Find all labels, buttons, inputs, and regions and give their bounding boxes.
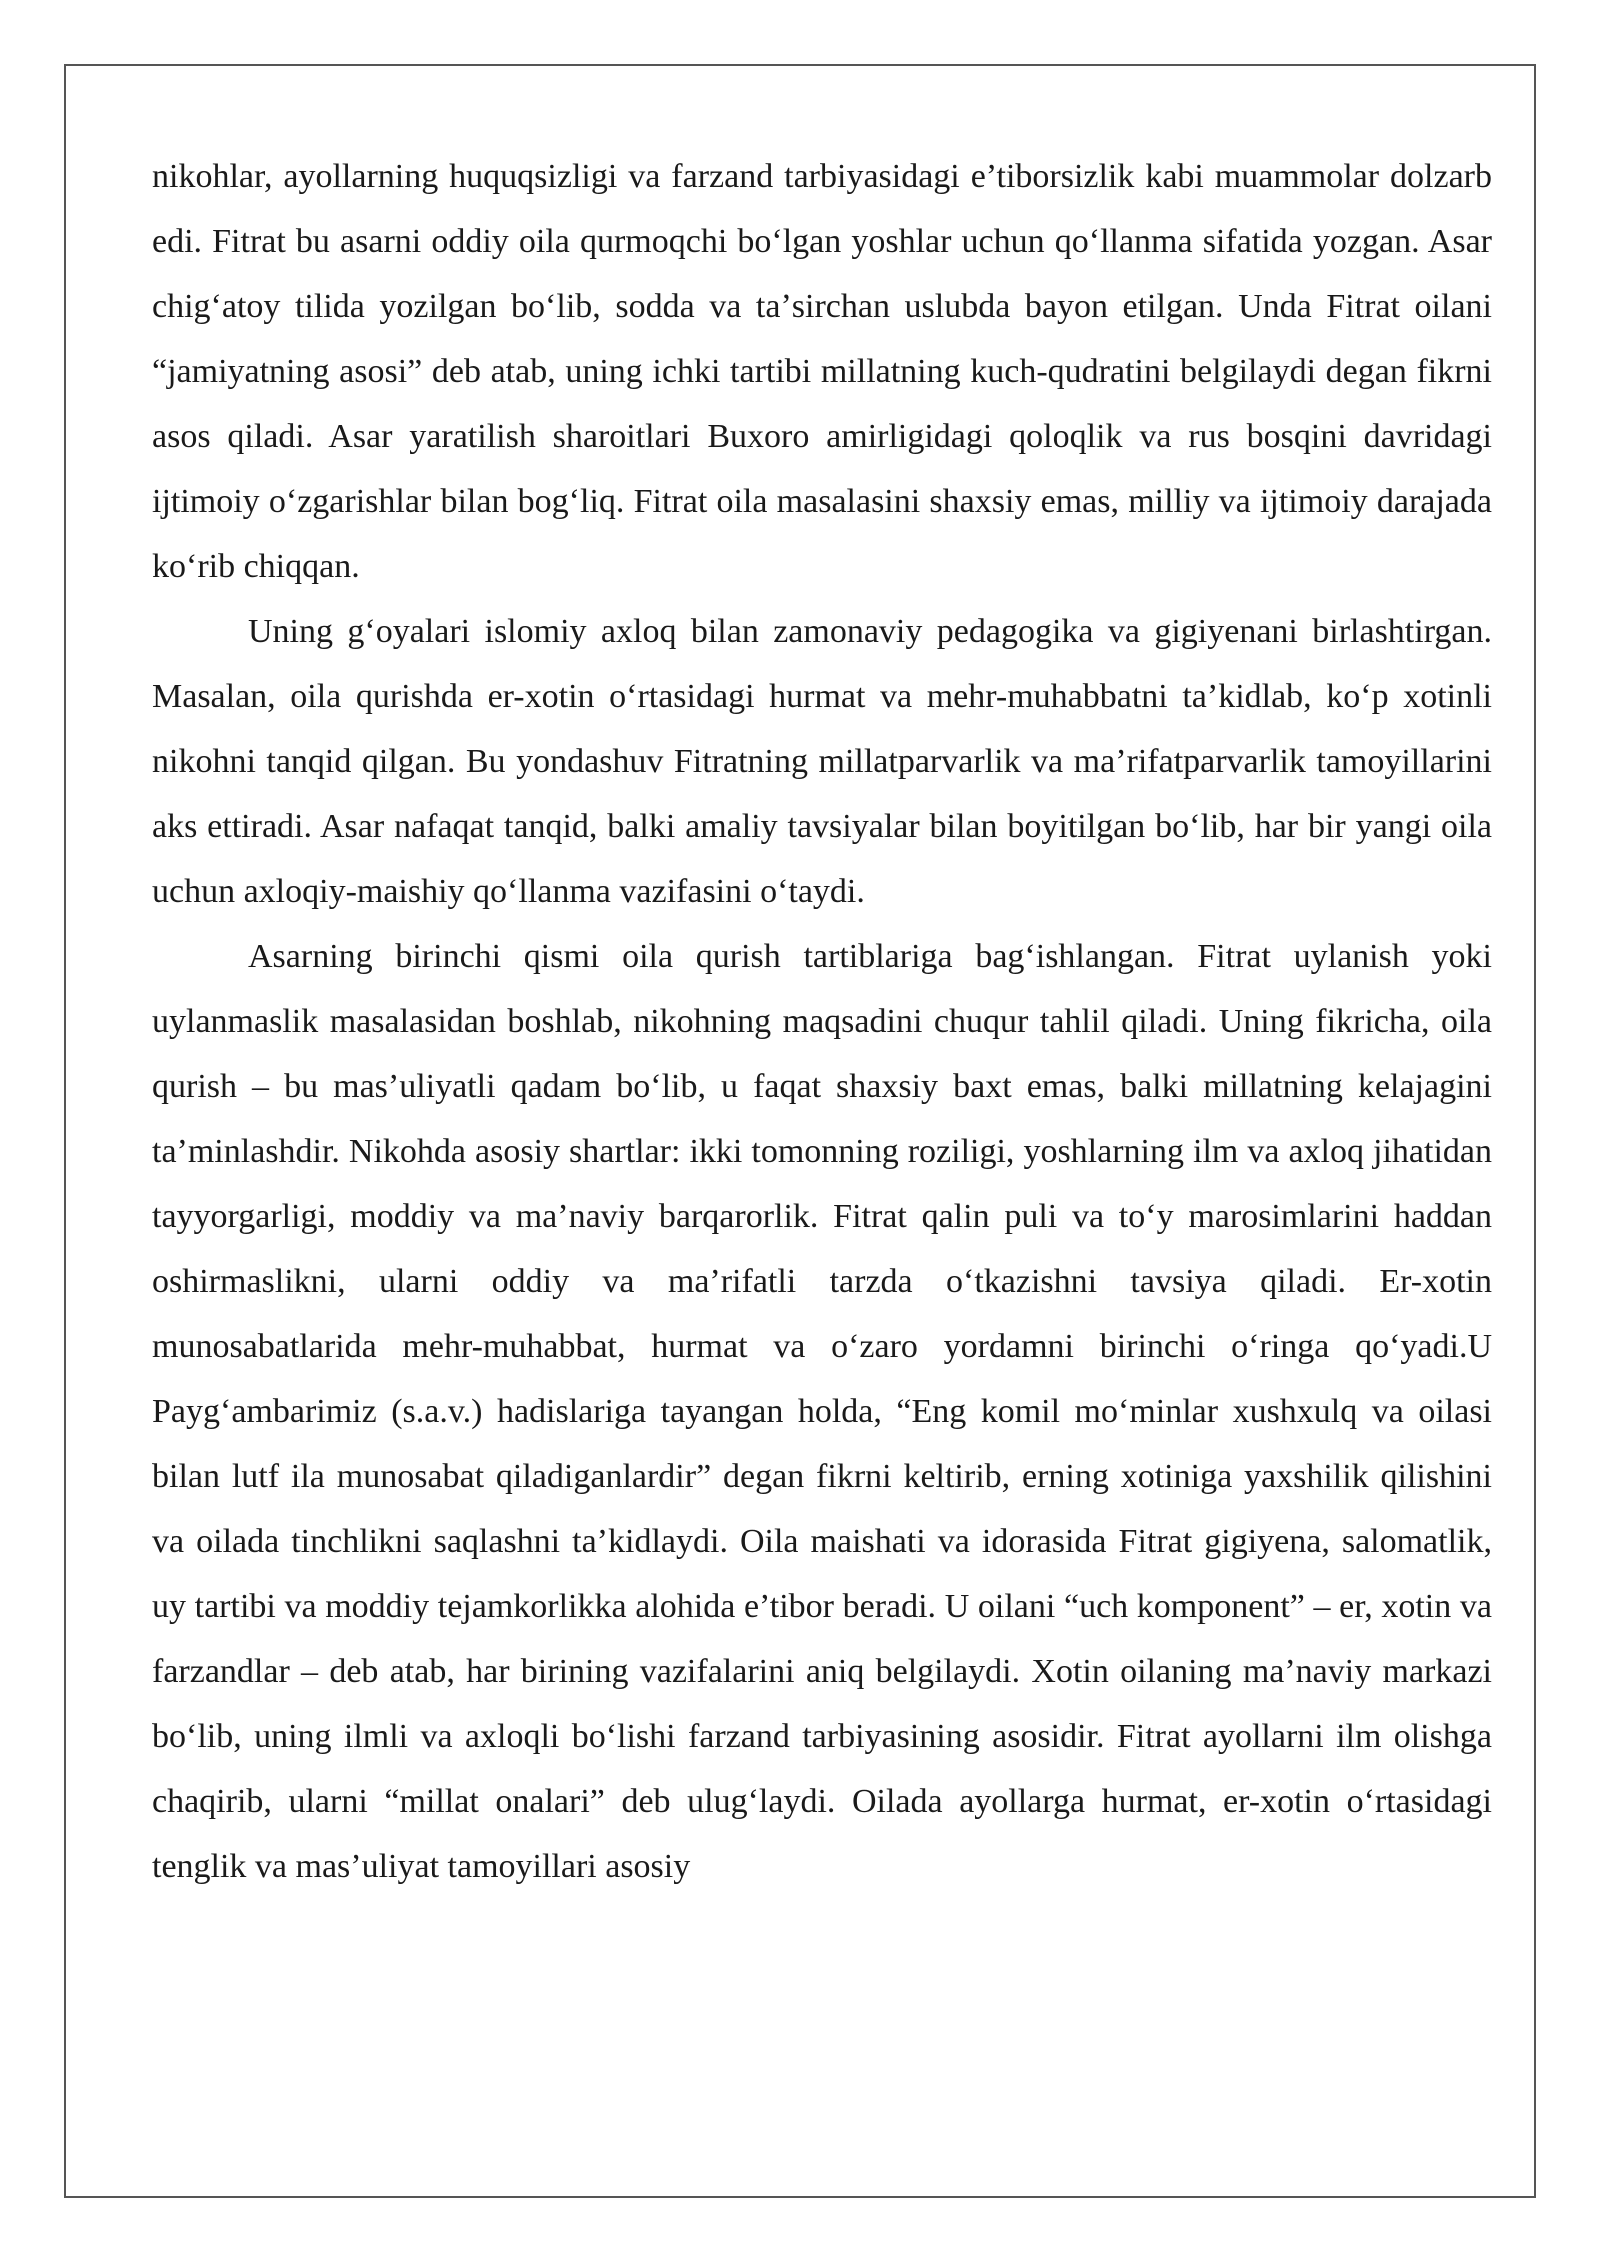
paragraph-3: Asarning birinchi qismi oila qurish tartiblariga bagʻishlangan. Fitrat uylanish yoki uylanmaslik masalasidan boshlab, nikohning maqsadini chuqur tahlil qiladi. Uning fikricha, oila qurish – bu mas’uliyatli qadam boʻlib, u faqat shaxsiy baxt emas, balki millatning kelajagini ta’minlashdir. Nikohda asosiy shartlar: ikki tomonning roziligi, yoshlarning ilm va axloq jihatidan tayyorgarligi, moddiy va ma’naviy barqarorlik. Fitrat qalin puli va toʻy marosimlarini haddan oshirmaslikni, ularni oddiy va ma’rifatli tarzda oʻtkazishni tavsiya qiladi. Er-xotin munosabatlarida mehr-muhabbat, hurmat va oʻzaro yordamni birinchi oʻringa qoʻyadi.U Paygʻambarimiz (s.a.v.) hadislariga tayangan holda, “Eng komil moʻminlar xushxulq va oilasi bilan lutf ila munosabat qiladiganlardir” degan fikrni keltirib, erning xotiniga yaxshilik qilishini va oilada tinchlikni saqlashni ta’kidlaydi. Oila maishati va idorasida Fitrat gigiyena, salomatlik, uy tartibi va moddiy tejamkorlikka alohida e’tibor beradi. U oilani “uch komponent” – er, xotin va farzandlar – deb atab, har birining vazifalarini aniq belgilaydi. Xotin oilaning ma’naviy markazi boʻlib, uning ilmli va axloqli boʻlishi farzand tarbiyasining asosidir. Fitrat ayollarni ilm olishga chaqirib, ularni “millat onalari” deb ulugʻlaydi. Oilada ayollarga hurmat, er-xotin oʻrtasidagi tenglik va mas’uliyat tamoyillari asosiy	[152, 938, 1492, 1885]
paragraph-2: Uning gʻoyalari islomiy axloq bilan zamonaviy pedagogika va gigiyenani birlashtirgan. Masalan, oila qurishda er-xotin oʻrtasidagi hurmat va mehr-muhabbatni ta’kidlab, koʻp xotinli nikohni tanqid qilgan. Bu yondashuv Fitratning millatparvarlik va ma’rifatparvarlik tamoyillarini aks ettiradi. Asar nafaqat tanqid, balki amaliy tavsiyalar bilan boyitilgan boʻlib, har bir yangi oila uchun axloqiy-maishiy qoʻllanma vazifasini oʻtaydi.	[152, 613, 1492, 910]
paragraph-1: nikohlar, ayollarning huquqsizligi va farzand tarbiyasidagi e’tiborsizlik kabi muammolar dolzarb edi. Fitrat bu asarni oddiy oila qurmoqchi boʻlgan yoshlar uchun qoʻllanma sifatida yozgan. Asar chigʻatoy tilida yozilgan boʻlib, sodda va taʼsirchan uslubda bayon etilgan. Unda Fitrat oilani “jamiyatning asosi” deb atab, uning ichki tartibi millatning kuch-qudratini belgilaydi degan fikrni asos qiladi. Asar yaratilish sharoitlari Buxoro amirligidagi qoloqlik va rus bosqini davridagi ijtimoiy oʻzgarishlar bilan bogʻliq. Fitrat oila masalasini shaxsiy emas, milliy va ijtimoiy darajada koʻrib chiqqan.	[152, 158, 1492, 585]
document-body	[152, 144, 1492, 1899]
